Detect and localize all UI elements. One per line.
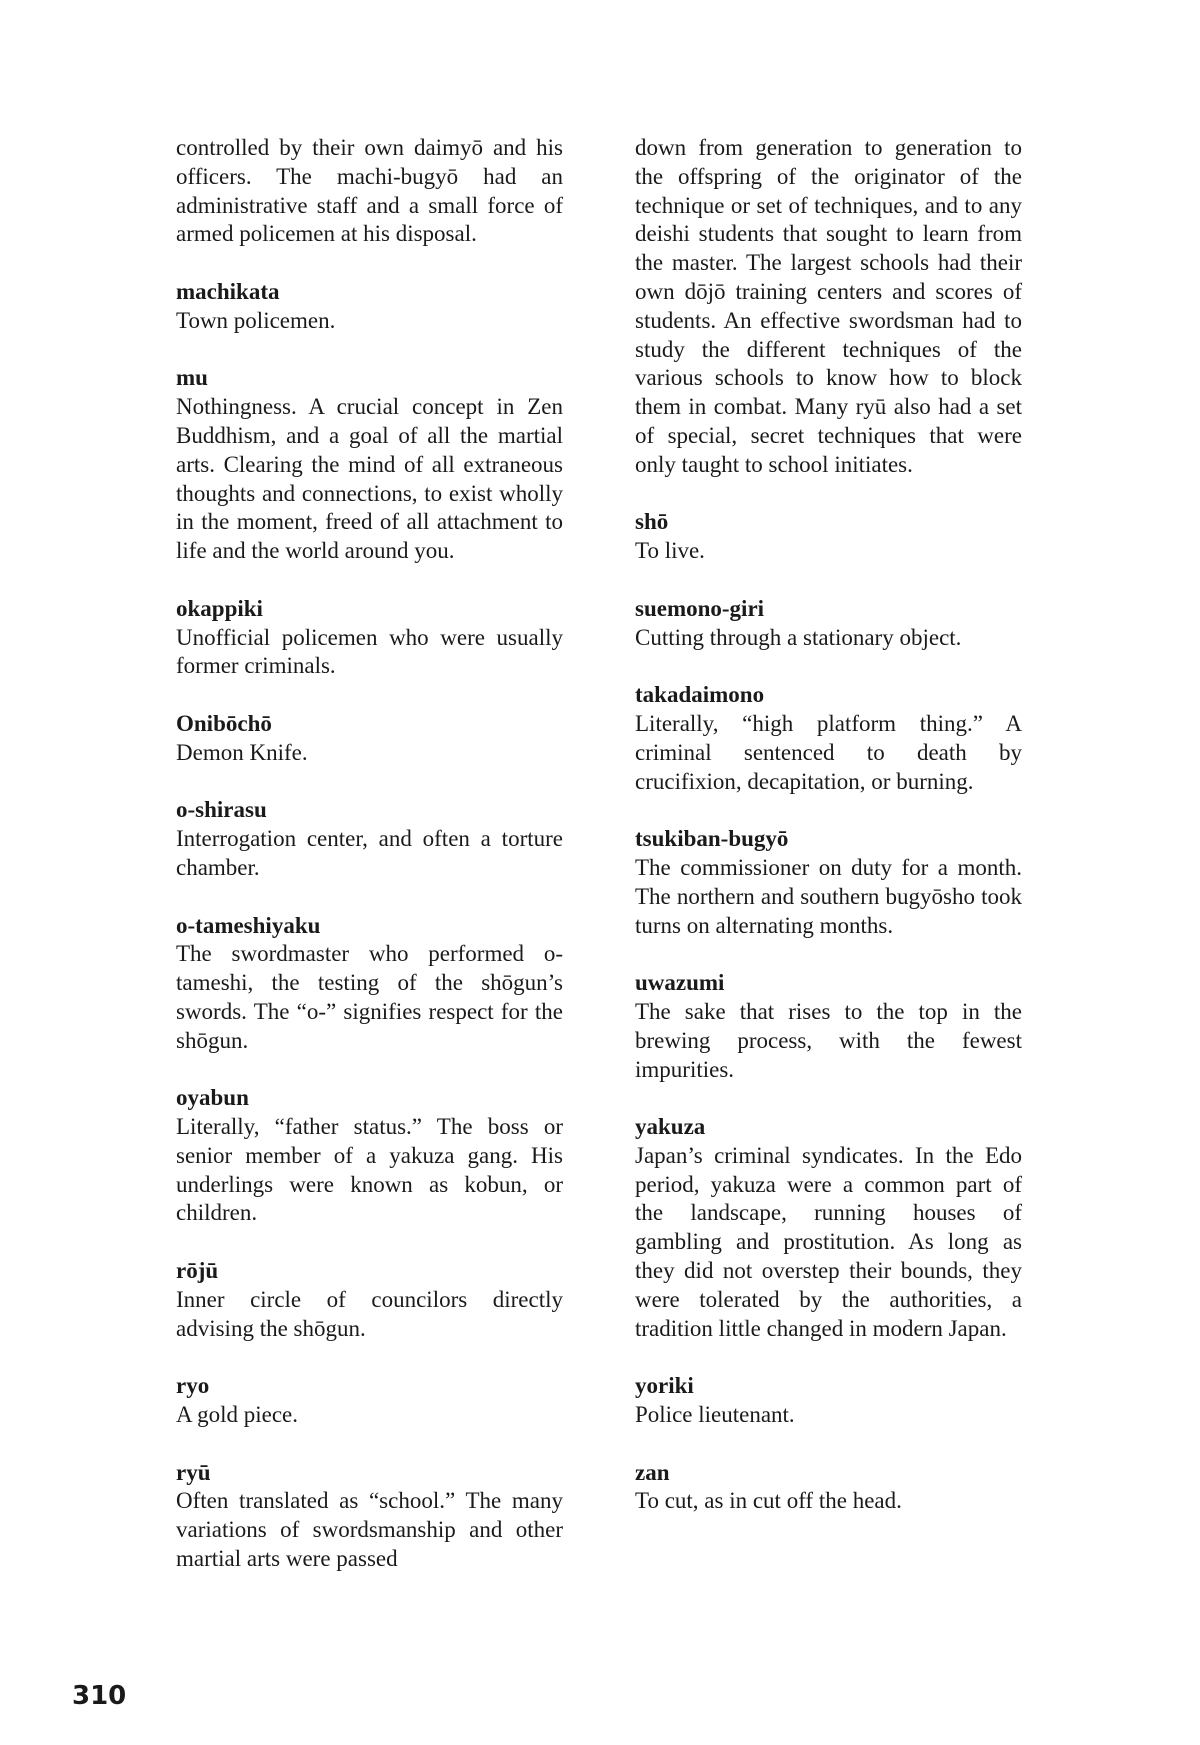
right-column: [635, 134, 1022, 1516]
glossary-definition: The swordmaster who performed o-tameshi, the testing of the shōgun’s swords. The “o-” signifies respect for the shōgun.: [176, 941, 563, 1053]
glossary-entry-mu: [176, 364, 563, 566]
continuation-paragraph: controlled by their own daimyō and his officers. The machi-bugyō had an administrative staff and a small force of armed policemen at his disposal.: [176, 135, 563, 247]
glossary-entry-suemono-giri: [635, 595, 1022, 653]
glossary-entry-tsukiban-bugyo: [635, 825, 1022, 940]
glossary-definition: Often translated as “school.” The many variations of swordsmanship and other martial arts were passed: [176, 1488, 563, 1572]
glossary-term: suemono-giri: [635, 595, 765, 621]
glossary-definition: Police lieutenant.: [635, 1402, 795, 1428]
glossary-entry-uwazumi: [635, 969, 1022, 1084]
glossary-term: machikata: [176, 278, 280, 304]
glossary-definition: Cutting through a stationary object.: [635, 624, 962, 650]
glossary-term: ryū: [176, 1459, 211, 1485]
glossary-entry-roju: [176, 1257, 563, 1343]
glossary-definition: To live.: [635, 538, 705, 564]
glossary-term: rōjū: [176, 1258, 219, 1284]
glossary-definition: To cut, as in cut off the head.: [635, 1488, 902, 1514]
glossary-definition: Japan’s criminal syndicates. In the Edo period, yakuza were a common part of the landscape, running houses of gambling and prostitution. As long as they did not overstep their bounds, they were tolerated by the authorities, a tradition little changed in modern Japan.: [635, 1142, 1022, 1341]
glossary-entry-yoriki: [635, 1372, 1022, 1430]
glossary-term: okappiki: [176, 595, 263, 621]
glossary-entry-onibocho: [176, 710, 563, 768]
glossary-term: Onibōchō: [176, 710, 272, 736]
glossary-definition: The sake that rises to the top in the brewing process, with the fewest impurities.: [635, 998, 1022, 1082]
glossary-term: tsukiban-bugyō: [635, 826, 789, 852]
glossary-term: yoriki: [635, 1373, 694, 1399]
glossary-definition: The commissioner on duty for a month. The northern and southern bugyōsho took turns on alternating months.: [635, 854, 1022, 938]
glossary-definition: Interrogation center, and often a torture chamber.: [176, 826, 563, 880]
glossary-entry-oyabun: [176, 1084, 563, 1228]
glossary-term: uwazumi: [635, 970, 725, 996]
glossary-term: takadaimono: [635, 682, 765, 708]
glossary-definition: Unofficial policemen who were usually former criminals.: [176, 624, 563, 679]
glossary-entry-o-shirasu: [176, 796, 563, 882]
glossary-term: yakuza: [635, 1114, 706, 1140]
glossary-entry-machikata: [176, 278, 563, 336]
glossary-entry-takadaimono: [635, 681, 1022, 796]
glossary-definition: Literally, “high platform thing.” A criminal sentenced to death by crucifixion, decapitation, or burning.: [635, 710, 1022, 794]
glossary-entry-okappiki: [176, 595, 563, 681]
glossary-definition: Nothingness. A crucial concept in Zen Buddhism, and a goal of all the martial arts. Clearing the mind of all extraneous thoughts and connections, to exist wholly in the moment, freed of all attachment to life and the world around you.: [176, 394, 563, 564]
glossary-term: ryo: [176, 1373, 210, 1399]
glossary-entry-ryu: [176, 1459, 563, 1574]
glossary-entry-sho: [635, 508, 1022, 566]
glossary-entry-yakuza: [635, 1113, 1022, 1343]
glossary-entry-zan: [635, 1459, 1022, 1517]
glossary-definition: Literally, “father status.” The boss or senior member of a yakuza gang. His underlings were known as kobun, or children.: [176, 1114, 563, 1226]
glossary-term: zan: [635, 1459, 670, 1485]
glossary-definition: Demon Knife.: [176, 739, 308, 765]
glossary-term: mu: [176, 365, 208, 391]
glossary-entry-o-tameshiyaku: [176, 912, 563, 1056]
glossary-term: shō: [635, 509, 669, 535]
glossary-definition: Inner circle of councilors directly advising the shōgun.: [176, 1286, 563, 1341]
glossary-definition: Town policemen.: [176, 307, 336, 333]
left-column: [176, 134, 563, 1574]
glossary-entry-ryo: [176, 1372, 563, 1430]
glossary-term: oyabun: [176, 1085, 249, 1111]
page-number: 310: [72, 1681, 127, 1711]
glossary-term: o-tameshiyaku: [176, 912, 321, 938]
glossary-term: o-shirasu: [176, 797, 267, 823]
glossary-definition: A gold piece.: [176, 1402, 298, 1428]
continuation-paragraph: down from generation to generation to the offspring of the originator of the technique or set of techniques, and to any deishi students that sought to learn from the master. The largest schools had their own dōjō training centers and scores of students. An effective swordsman had to study the different techniques of the various schools to know how to block them in combat. Many ryū also had a set of special, secret techniques that were only taught to school initiates.: [635, 135, 1022, 477]
